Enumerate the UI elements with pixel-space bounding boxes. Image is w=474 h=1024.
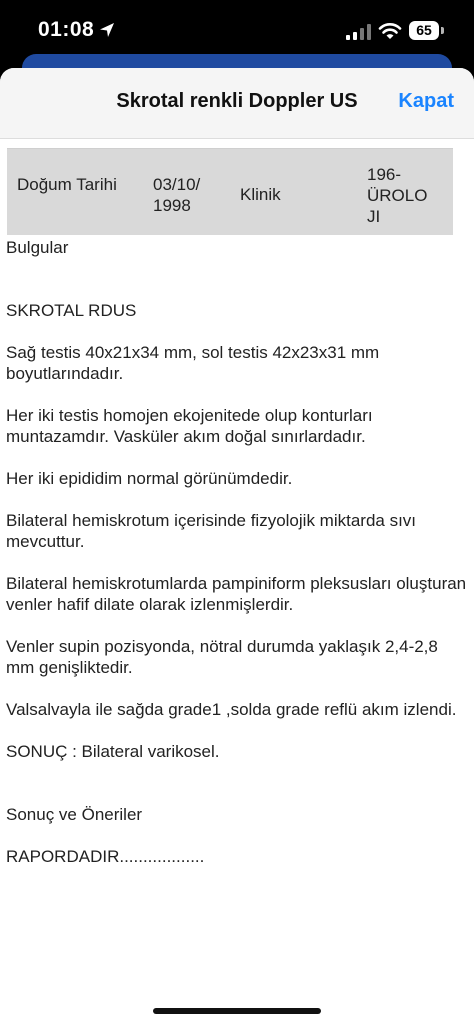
report-line: Bilateral hemiskrotum içerisinde fizyolojik miktarda sıvı mevcuttur. xyxy=(6,511,417,551)
modal-sheet xyxy=(0,68,474,1024)
table-cell-clinic-label: Klinik xyxy=(240,185,281,204)
sheet-title: Skrotal renkli Doppler US xyxy=(116,90,358,112)
report-line xyxy=(6,783,470,804)
report-line xyxy=(6,489,470,510)
report-line: Bulgular xyxy=(6,238,69,257)
report-line xyxy=(6,321,470,342)
report-line xyxy=(6,678,470,699)
home-indicator xyxy=(153,1008,321,1014)
report-line: SKROTAL RDUS xyxy=(6,301,137,320)
column-separator xyxy=(356,138,358,148)
patient-info-table xyxy=(7,138,453,235)
location-arrow-icon xyxy=(98,21,116,39)
report-line: Her iki testis homojen ekojenitede olup konturları muntazamdır. Vasküler akım doğal sınırlardadır. xyxy=(6,406,373,446)
report-line xyxy=(6,615,470,636)
report-line: Venler supin pozisyonda, nötral durumda yaklaşık 2,4-2,8 mm genişliktedir. xyxy=(6,637,438,677)
sheet-header xyxy=(0,68,474,139)
report-line xyxy=(6,720,470,741)
table-divider xyxy=(7,148,453,149)
report-line xyxy=(6,258,470,279)
report-line: RAPORDADIR.................. xyxy=(6,847,205,866)
cellular-signal-icon xyxy=(346,24,372,40)
report-line xyxy=(6,447,470,468)
report-line xyxy=(6,384,470,405)
table-cell-label: Doğum Tarihi xyxy=(17,175,117,194)
report-line: Sağ testis 40x21x34 mm, sol testis 42x23x31 mm boyutlarındadır. xyxy=(6,343,380,383)
battery-icon: 65 xyxy=(409,21,439,40)
column-separator xyxy=(230,138,232,148)
status-time: 01:08 xyxy=(38,18,95,41)
report-line xyxy=(6,825,470,846)
status-bar xyxy=(0,0,474,62)
column-separator xyxy=(143,138,145,148)
report-line: Bilateral hemiskrotumlarda pampiniform pleksusları oluşturan venler hafif dilate olarak izlenmişlerdir. xyxy=(6,574,467,614)
report-text xyxy=(6,237,470,867)
wifi-icon xyxy=(378,21,402,41)
report-line xyxy=(6,552,470,573)
report-line: Her iki epididim normal görünümdedir. xyxy=(6,469,293,488)
report-line: SONUÇ : Bilateral varikosel. xyxy=(6,742,220,761)
report-line xyxy=(6,762,470,783)
close-button[interactable]: Kapat xyxy=(398,90,454,112)
table-cell-birthdate: 03/10/ 1998 xyxy=(153,175,201,215)
table-cell-clinic-value: 196- ÜROLO JI xyxy=(367,165,428,226)
report-line xyxy=(6,279,470,300)
battery-tip xyxy=(441,27,444,34)
report-line: Valsalvayla ile sağda grade1 ,solda grade reflü akım izlendi. xyxy=(6,700,457,719)
report-line: Sonuç ve Öneriler xyxy=(6,805,143,824)
